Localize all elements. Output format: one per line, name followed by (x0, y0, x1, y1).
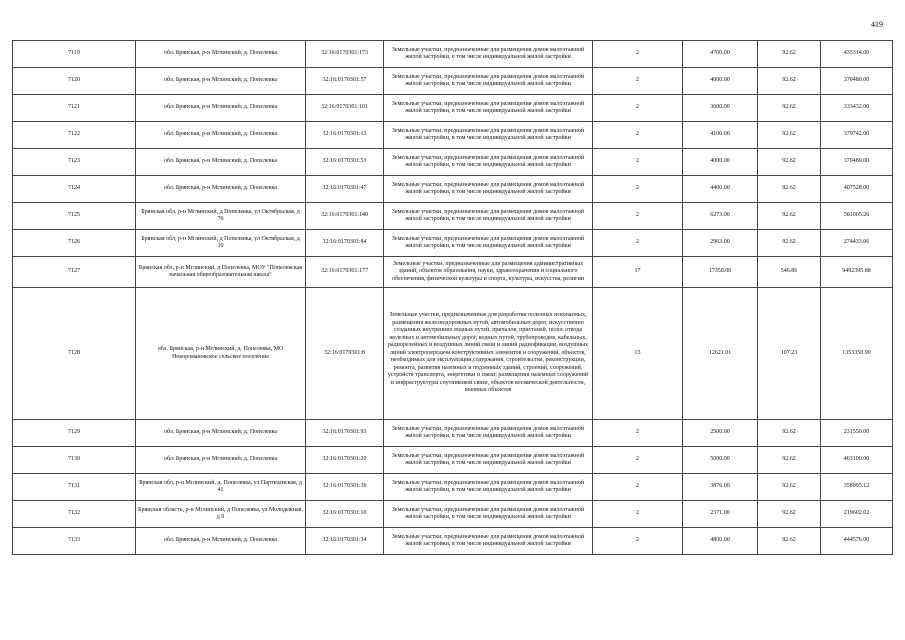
cadastral-value-cell: 370480.00 (821, 149, 893, 176)
row-id-cell: 7125 (13, 203, 136, 230)
row-id-cell: 7130 (13, 447, 136, 474)
category-code-cell: 2 (593, 176, 683, 203)
address-cell: обл. Брянская, р-н Мглинский, д. Попелевка (136, 122, 306, 149)
land-purpose-cell: Земельные участки, предназначенные для размещения домов малоэтажной жилой застройки, в том числе индивидуальной жилой застройки (384, 230, 593, 257)
category-code-cell: 2 (593, 95, 683, 122)
category-code-cell: 2 (593, 420, 683, 447)
rate-cell: 92.62 (758, 230, 821, 257)
area-cell: 4100.00 (683, 122, 758, 149)
address-cell: Брянская область, р-н Мглинский, д Попелевка, ул Молодежная, д 9 (136, 501, 306, 528)
cadastral-number-cell: 32:16:0170301:8 (306, 288, 384, 420)
rate-cell: 92.62 (758, 149, 821, 176)
address-cell: Брянская обл, р-н Мглинский, д Попелевка, ул Октябрьская, д 76 (136, 203, 306, 230)
table-row (13, 68, 893, 95)
land-purpose-cell: Земельные участки, предназначенные для размещения домов малоэтажной жилой застройки, в том числе индивидуальной жилой застройки (384, 176, 593, 203)
row-id-cell: 7128 (13, 288, 136, 420)
rate-cell: 92.62 (758, 447, 821, 474)
table-row (13, 420, 893, 447)
table-row (13, 95, 893, 122)
address-cell: Брянская обл, р-н Мглинский, д Попелевка, МОУ "Попелевская начальная общеобразовательная школа" (136, 257, 306, 288)
row-id-cell: 7132 (13, 501, 136, 528)
area-cell: 4700.00 (683, 41, 758, 68)
row-id-cell: 7121 (13, 95, 136, 122)
cadastral-value-cell: 231550.00 (821, 420, 893, 447)
rate-cell: 92.62 (758, 474, 821, 501)
land-purpose-cell: Земельные участки, предназначенные для размещения домов малоэтажной жилой застройки, в том числе индивидуальной жилой застройки (384, 420, 593, 447)
table-row (13, 257, 893, 288)
area-cell: 3600.00 (683, 95, 758, 122)
rate-cell: 92.62 (758, 176, 821, 203)
area-cell: 2963.00 (683, 230, 758, 257)
land-purpose-cell: Земельные участки, предназначенные для размещения домов малоэтажной жилой застройки, в том числе индивидуальной жилой застройки (384, 203, 593, 230)
area-cell: 5000.00 (683, 447, 758, 474)
cadastral-number-cell: 32:16:0170301:173 (306, 41, 384, 68)
category-code-cell: 2 (593, 528, 683, 555)
cadastral-number-cell: 32:16:0170301:57 (306, 68, 384, 95)
cadastral-number-cell: 32:16:0170301:34 (306, 528, 384, 555)
rate-cell: 92.62 (758, 203, 821, 230)
category-code-cell: 2 (593, 501, 683, 528)
category-code-cell: 2 (593, 68, 683, 95)
address-cell: обл. Брянская, р-н Мглинский, д. Попелевка (136, 95, 306, 122)
cadastral-value-cell: 379742.00 (821, 122, 893, 149)
table-row (13, 41, 893, 68)
land-purpose-cell: Земельные участки, предназначенные для размещения домов малоэтажной жилой застройки, в том числе индивидуальной жилой застройки (384, 68, 593, 95)
address-cell: обл. Брянская, р-н Мглинский, д. Попелевка, МО Новоромановское сельское поселение (136, 288, 306, 420)
cadastral-value-cell: 581005.26 (821, 203, 893, 230)
land-purpose-cell: Земельные участки, предназначенные для размещения домов малоэтажной жилой застройки, в том числе индивидуальной жилой застройки (384, 95, 593, 122)
cadastral-number-cell: 32:16:0170301:36 (306, 474, 384, 501)
land-purpose-cell: Земельные участки, предназначенные для размещения домов малоэтажной жилой застройки, в том числе индивидуальной жилой застройки (384, 501, 593, 528)
rate-cell: 107.23 (758, 288, 821, 420)
rate-cell: 92.62 (758, 501, 821, 528)
table-row (13, 447, 893, 474)
cadastral-number-cell: 32:16:0170301:10 (306, 501, 384, 528)
cadastral-value-cell: 358995.12 (821, 474, 893, 501)
land-purpose-cell: Земельные участки, предназначенные для размещения административных зданий, объектов образования, науки, здравоохранения и социального обеспечения, физической культуры и спорта, культуры, искусства, религии (384, 257, 593, 288)
cadastral-number-cell: 32:16:0170301:101 (306, 95, 384, 122)
area-cell: 6273.00 (683, 203, 758, 230)
area-cell: 4400.00 (683, 176, 758, 203)
cadastral-value-cell: 463100.00 (821, 447, 893, 474)
land-purpose-cell: Земельные участки, предназначенные для размещения домов малоэтажной жилой застройки, в том числе индивидуальной жилой застройки (384, 41, 593, 68)
row-id-cell: 7123 (13, 149, 136, 176)
row-id-cell: 7120 (13, 68, 136, 95)
cadastral-number-cell: 32:16:0170301:13 (306, 122, 384, 149)
address-cell: Брянская обл, р-н Мглинский, д Попелевка, ул Октябрьская, д 10 (136, 230, 306, 257)
table-row (13, 528, 893, 555)
cadastral-number-cell: 32:16:0170301:84 (306, 230, 384, 257)
land-purpose-cell: Земельные участки, предназначенные для размещения домов малоэтажной жилой застройки, в том числе индивидуальной жилой застройки (384, 149, 593, 176)
rate-cell: 92.62 (758, 41, 821, 68)
cadastral-value-cell: 274433.06 (821, 230, 893, 257)
area-cell: 2371.00 (683, 501, 758, 528)
address-cell: обл. Брянская, р-н Мглинский, д. Попелевка (136, 176, 306, 203)
land-purpose-cell: Земельные участки, предназначенные для размещения домов малоэтажной жилой застройки, в том числе индивидуальной жилой застройки (384, 528, 593, 555)
address-cell: обл. Брянская, р-н Мглинский, д. Попелевка (136, 420, 306, 447)
address-cell: обл. Брянская, р-н Мглинский, д. Попелевка (136, 68, 306, 95)
address-cell: Брянская обл, р-н Мглинский, д. Попелевка, ул Партизанская, д 41 (136, 474, 306, 501)
row-id-cell: 7119 (13, 41, 136, 68)
table-row (13, 176, 893, 203)
table-row (13, 122, 893, 149)
table-body (13, 41, 893, 555)
cadastral-value-cell: 219602.02 (821, 501, 893, 528)
cadastral-number-cell: 32:16:0170301:93 (306, 420, 384, 447)
area-cell: 4000.00 (683, 68, 758, 95)
area-cell: 12621.01 (683, 288, 758, 420)
land-purpose-cell: Земельные участки, предназначенные для размещения домов малоэтажной жилой застройки, в том числе индивидуальной жилой застройки (384, 474, 593, 501)
land-registry-table (12, 40, 893, 555)
row-id-cell: 7126 (13, 230, 136, 257)
area-cell: 4000.00 (683, 149, 758, 176)
cadastral-value-cell: 1353350.90 (821, 288, 893, 420)
cadastral-number-cell: 32:16:0170301:53 (306, 149, 384, 176)
row-id-cell: 7127 (13, 257, 136, 288)
cadastral-number-cell: 32:16:0170301:47 (306, 176, 384, 203)
row-id-cell: 7124 (13, 176, 136, 203)
rate-cell: 546.86 (758, 257, 821, 288)
rate-cell: 92.62 (758, 68, 821, 95)
category-code-cell: 2 (593, 203, 683, 230)
row-id-cell: 7122 (13, 122, 136, 149)
rate-cell: 92.62 (758, 95, 821, 122)
cadastral-number-cell: 32:16:0170301:140 (306, 203, 384, 230)
row-id-cell: 7131 (13, 474, 136, 501)
address-cell: обл. Брянская, р-н Мглинский, д. Попелевка (136, 528, 306, 555)
category-code-cell: 2 (593, 41, 683, 68)
table-row (13, 203, 893, 230)
area-cell: 3876.00 (683, 474, 758, 501)
rate-cell: 92.62 (758, 122, 821, 149)
page-number: 419 (871, 20, 883, 29)
category-code-cell: 13 (593, 288, 683, 420)
cadastral-value-cell: 9492395.88 (821, 257, 893, 288)
area-cell: 4800.00 (683, 528, 758, 555)
table-row (13, 230, 893, 257)
table-row (13, 288, 893, 420)
category-code-cell: 2 (593, 122, 683, 149)
row-id-cell: 7129 (13, 420, 136, 447)
address-cell: обл. Брянская, р-н Мглинский, д. Попелевка (136, 149, 306, 176)
table-row (13, 149, 893, 176)
address-cell: обл. Брянская, р-н Мглинский, д. Попелевка (136, 447, 306, 474)
rate-cell: 92.62 (758, 420, 821, 447)
table-row (13, 501, 893, 528)
cadastral-value-cell: 444576.00 (821, 528, 893, 555)
category-code-cell: 2 (593, 474, 683, 501)
cadastral-value-cell: 407528.00 (821, 176, 893, 203)
cadastral-number-cell: 32:16:0170301:177 (306, 257, 384, 288)
cadastral-value-cell: 333432.00 (821, 95, 893, 122)
area-cell: 17358.00 (683, 257, 758, 288)
cadastral-value-cell: 370480.00 (821, 68, 893, 95)
land-purpose-cell: Земельные участки, предназначенные для размещения домов малоэтажной жилой застройки, в том числе индивидуальной жилой застройки (384, 447, 593, 474)
category-code-cell: 17 (593, 257, 683, 288)
category-code-cell: 2 (593, 447, 683, 474)
land-purpose-cell: Земельные участки, предназначенные для размещения домов малоэтажной жилой застройки, в том числе индивидуальной жилой застройки (384, 122, 593, 149)
table-row (13, 474, 893, 501)
area-cell: 2500.00 (683, 420, 758, 447)
cadastral-value-cell: 435314.00 (821, 41, 893, 68)
category-code-cell: 2 (593, 149, 683, 176)
rate-cell: 92.62 (758, 528, 821, 555)
category-code-cell: 2 (593, 230, 683, 257)
row-id-cell: 7133 (13, 528, 136, 555)
address-cell: обл. Брянская, р-н Мглинский, д. Попелевка (136, 41, 306, 68)
cadastral-number-cell: 32:16:0170301:20 (306, 447, 384, 474)
land-purpose-cell: Земельные участки, предназначенные для разработки полезных ископаемых, размещения железнодорожных путей, автомобильных дорог, искусственно созданных внутренних водных путей, причалов, пристаней, полос отвода железных и автомобильных дорог, водных путей, трубопроводов, кабельных, радиорелейных и воздушных линий связи и линий радиофикации, воздушных линий электропередачи конструктивных элементов и сооружений, объектов, необходимых для эксплуатации,содержания, строительства, реконструкции, ремонта, развития наземных и подземных зданий, строений, сооружений, устройств транспорта, энергетики и связи; размещения наземных сооружений и инфраструктуры спутниковой связи, объектов космической деятельности, военных объектов (384, 288, 593, 420)
